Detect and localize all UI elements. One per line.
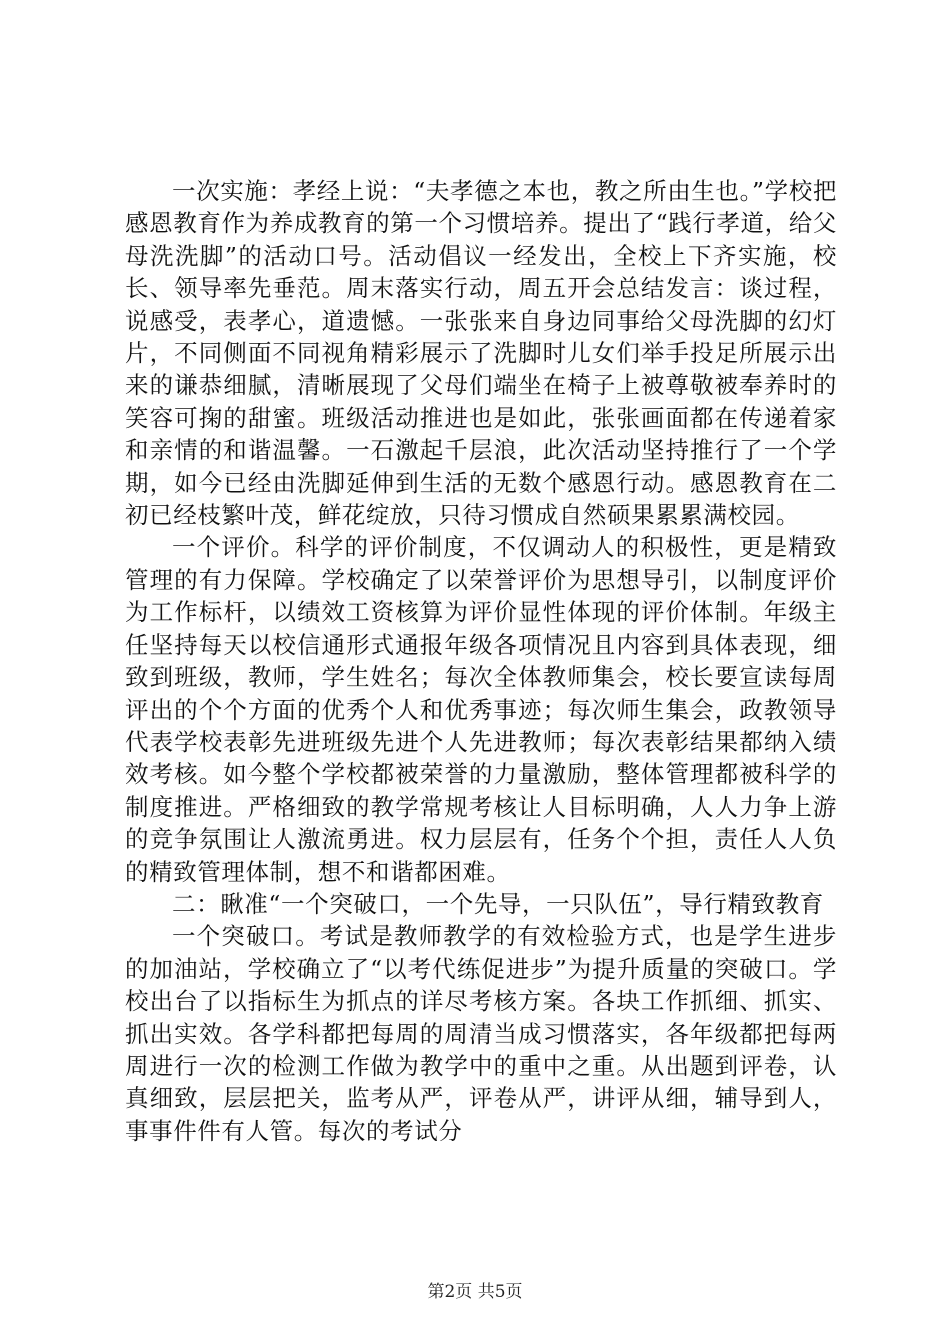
page-number-footer: 第2页 共5页 [427,1282,523,1302]
section-heading-two: 二：瞅准“一个突破口，一个先导，一只队伍”，导行精致教育 [172,889,824,918]
paragraph-evaluation-system: 一个评价。科学的评价制度，不仅调动人的积极性，更是精致管理的有力保障。学校确定了以荣誉评价为思想导引，以制度评价为工作标杆，以绩效工资核算为评价显性体现的评价体制。年级主任坚持每天以校信通形式通报年级各项情况且内容到具体表现，细致到班级，教师，学生姓名；每次全体教师集会，校长要宣读每周评出的个个方面的优秀个人和优秀事迹；每次师生集会，政教领导代表学校表彰先进班级先进个人先进教师；每次表彰结果都纳入绩效考核。如今整个学校都被荣誉的力量激励，整体管理都被科学的制度推进。严格细致的教学常规考核让人目标明确，人人力争上游的竞争氛围让人激流勇进。权力层层有，任务个个担，责任人人负的精致管理体制，想不和谐都困难。 [125,533,837,886]
document-body [125,175,837,1147]
paragraph-gratitude-education: 一次实施：孝经上说：“夫孝德之本也，教之所由生也。”学校把感恩教育作为养成教育的第一个习惯培养。提出了“践行孝道，给父母洗洗脚”的活动口号。活动倡议一经发出，全校上下齐实施，校长、领导率先垂范。周末落实行动，周五开会总结发言：谈过程，说感受，表孝心，道遗憾。一张张来自身边同事给父母洗脚的幻灯片，不同侧面不同视角精彩展示了洗脚时儿女们举手投足所展示出来的谦恭细腻，清晰展现了父母们端坐在椅子上被尊敬被奉养时的笑容可掬的甜蜜。班级活动推进也是如此，张张画面都在传递着家和亲情的和谐温馨。一石激起千层浪，此次活动坚持推行了一个学期，如今已经由洗脚延伸到生活的无数个感恩行动。感恩教育在二初已经枝繁叶茂，鲜花绽放，只待习惯成自然硕果累累满校园。 [125,177,837,530]
paragraph-breakthrough-point: 一个突破口。考试是教师教学的有效检验方式，也是学生进步的加油站，学校确立了“以考代练促进步”为提升质量的突破口。学校出台了以指标生为抓点的详尽考核方案。各块工作抓细、抓实、抓出实效。各学科都把每周的周清当成习惯落实，各年级都把每两周进行一次的检测工作做为教学中的重中之重。从出题到评卷，认真细致，层层把关，监考从严，评卷从严，讲评从细，辅导到人，事事件件有人管。每次的考试分 [125,922,837,1145]
